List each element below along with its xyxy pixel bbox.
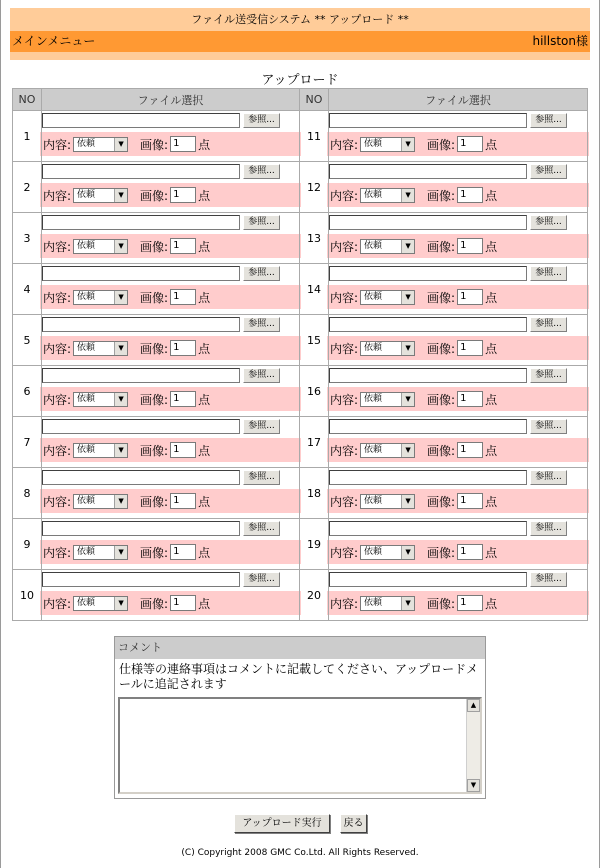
upload-table [12, 88, 588, 621]
file-path-input[interactable] [329, 368, 527, 383]
browse-button[interactable]: 参照... [530, 572, 567, 587]
upload-cell-right [329, 315, 588, 366]
content-select-value: 依頼 [77, 597, 96, 608]
chevron-down-icon[interactable]: ▼ [114, 597, 127, 610]
browse-button[interactable]: 参照... [243, 521, 280, 536]
upload-cell-left [42, 264, 300, 315]
file-detail-row [327, 489, 589, 513]
file-select-line [329, 265, 587, 282]
unit-label: 点 [198, 443, 211, 458]
unit-label: 点 [485, 239, 498, 254]
content-label: 内容: [43, 392, 72, 407]
file-detail-row [327, 591, 589, 615]
table-header-row [13, 89, 588, 111]
file-path-input[interactable] [42, 419, 240, 434]
table-row [13, 264, 588, 315]
chevron-down-icon[interactable]: ▼ [401, 393, 414, 406]
unit-label: 点 [198, 596, 211, 611]
file-select-line [42, 112, 299, 129]
content-label: 内容: [330, 596, 359, 611]
image-count-input[interactable]: 1 [457, 544, 483, 560]
image-count-input[interactable]: 1 [170, 289, 196, 305]
browse-button[interactable]: 参照... [530, 317, 567, 332]
comment-textarea[interactable] [118, 697, 482, 794]
header-no-left: NO [13, 89, 42, 111]
file-detail-row [327, 132, 589, 156]
comment-note: 仕様等の連絡事項はコメントに記載してください、アップロードメールに追記されます [119, 662, 479, 691]
content-select-value: 依頼 [77, 138, 96, 149]
file-select-line [329, 367, 587, 384]
system-title: ファイル送受信システム ** アップロード ** [191, 13, 409, 26]
file-detail-row [327, 540, 589, 564]
browse-button[interactable]: 参照... [243, 215, 280, 230]
content-select[interactable] [73, 290, 128, 305]
image-label: 画像: [427, 137, 456, 152]
upload-cell-left [42, 468, 300, 519]
menu-underline [10, 52, 590, 60]
upload-cell-right [329, 417, 588, 468]
file-select-line [329, 418, 587, 435]
upload-cell-right [329, 264, 588, 315]
upload-cell-right [329, 366, 588, 417]
unit-label: 点 [198, 239, 211, 254]
unit-label: 点 [485, 494, 498, 509]
content-select-value: 依頼 [77, 189, 96, 200]
file-select-line [329, 571, 587, 588]
upload-submit-button[interactable]: アップロード実行 [234, 814, 330, 833]
content-select-value: 依頼 [77, 342, 96, 353]
file-select-line [329, 520, 587, 537]
content-label: 内容: [330, 188, 359, 203]
content-label: 内容: [330, 341, 359, 356]
content-select-value: 依頼 [364, 597, 383, 608]
header-file-left: ファイル選択 [42, 89, 300, 111]
file-detail-row [327, 438, 589, 462]
unit-label: 点 [485, 188, 498, 203]
upload-cell-left [42, 519, 300, 570]
content-select[interactable] [73, 494, 128, 509]
file-path-input[interactable] [329, 419, 527, 434]
content-label: 内容: [330, 545, 359, 560]
content-select[interactable] [73, 545, 128, 560]
row-number-left: 1 [13, 111, 42, 162]
image-label: 画像: [427, 239, 456, 254]
system-title-bar [10, 8, 590, 31]
chevron-down-icon[interactable]: ▼ [114, 189, 127, 202]
content-label: 内容: [43, 239, 72, 254]
content-select[interactable] [73, 443, 128, 458]
upload-cell-left [42, 111, 300, 162]
content-select-value: 依頼 [77, 546, 96, 557]
file-select-line [42, 367, 299, 384]
content-label: 内容: [43, 341, 72, 356]
content-select[interactable] [360, 596, 415, 611]
file-path-input[interactable] [42, 572, 240, 587]
content-select-value: 依頼 [364, 138, 383, 149]
content-label: 内容: [43, 545, 72, 560]
file-select-line [329, 469, 587, 486]
content-select[interactable] [360, 443, 415, 458]
table-row [13, 213, 588, 264]
unit-label: 点 [198, 290, 211, 305]
unit-label: 点 [485, 392, 498, 407]
row-number-left: 9 [13, 519, 42, 570]
file-select-line [42, 316, 299, 333]
row-number-right: 14 [300, 264, 329, 315]
row-number-right: 11 [300, 111, 329, 162]
browse-button[interactable]: 参照... [530, 419, 567, 434]
upload-cell-right [329, 570, 588, 621]
content-select-value: 依頼 [77, 393, 96, 404]
file-detail-row [40, 132, 301, 156]
image-count-input[interactable]: 1 [170, 493, 196, 509]
content-select-value: 依頼 [364, 342, 383, 353]
image-label: 画像: [427, 341, 456, 356]
image-count-input[interactable]: 1 [170, 187, 196, 203]
header-file-right: ファイル選択 [329, 89, 588, 111]
image-label: 画像: [140, 239, 169, 254]
row-number-left: 10 [13, 570, 42, 621]
file-path-input[interactable] [329, 164, 527, 179]
browse-button[interactable]: 参照... [530, 266, 567, 281]
content-select[interactable] [360, 137, 415, 152]
image-label: 画像: [140, 341, 169, 356]
content-label: 内容: [43, 443, 72, 458]
file-detail-row [327, 234, 589, 258]
browse-button[interactable]: 参照... [530, 521, 567, 536]
content-select[interactable] [360, 545, 415, 560]
file-select-line [329, 112, 587, 129]
file-path-input[interactable] [329, 266, 527, 281]
content-label: 内容: [330, 494, 359, 509]
browse-button[interactable]: 参照... [530, 215, 567, 230]
unit-label: 点 [198, 392, 211, 407]
content-select-value: 依頼 [364, 189, 383, 200]
file-path-input[interactable] [42, 521, 240, 536]
content-select-value: 依頼 [364, 546, 383, 557]
browse-button[interactable]: 参照... [243, 317, 280, 332]
image-label: 画像: [427, 188, 456, 203]
image-count-input[interactable]: 1 [170, 442, 196, 458]
row-number-left: 8 [13, 468, 42, 519]
browse-button[interactable]: 参照... [243, 164, 280, 179]
file-select-line [42, 214, 299, 231]
content-label: 内容: [43, 290, 72, 305]
content-label: 内容: [43, 188, 72, 203]
content-label: 内容: [330, 239, 359, 254]
image-count-input[interactable]: 1 [170, 544, 196, 560]
content-select[interactable] [360, 188, 415, 203]
image-label: 画像: [427, 392, 456, 407]
image-count-input[interactable]: 1 [457, 187, 483, 203]
file-select-line [329, 214, 587, 231]
file-select-line [42, 520, 299, 537]
row-number-right: 12 [300, 162, 329, 213]
file-detail-row [40, 234, 301, 258]
file-select-line [42, 418, 299, 435]
unit-label: 点 [485, 545, 498, 560]
content-select-value: 依頼 [77, 495, 96, 506]
chevron-down-icon[interactable]: ▼ [401, 240, 414, 253]
file-path-input[interactable] [42, 164, 240, 179]
unit-label: 点 [198, 188, 211, 203]
image-label: 画像: [427, 290, 456, 305]
image-count-input[interactable]: 1 [457, 136, 483, 152]
page-title: アップロード [261, 73, 339, 88]
table-row [13, 417, 588, 468]
file-path-input[interactable] [329, 215, 527, 230]
content-select[interactable] [360, 341, 415, 356]
upload-cell-right [329, 213, 588, 264]
image-label: 画像: [427, 494, 456, 509]
image-label: 画像: [140, 392, 169, 407]
image-count-input[interactable]: 1 [457, 238, 483, 254]
file-detail-row [40, 591, 301, 615]
file-path-input[interactable] [42, 113, 240, 128]
row-number-right: 17 [300, 417, 329, 468]
menu-bar [10, 31, 590, 52]
image-label: 画像: [140, 443, 169, 458]
back-button[interactable]: 戻る [340, 814, 367, 833]
file-path-input[interactable] [329, 521, 527, 536]
content-select[interactable] [73, 341, 128, 356]
header-no-right: NO [300, 89, 329, 111]
file-detail-row [327, 336, 589, 360]
table-row [13, 162, 588, 213]
unit-label: 点 [485, 596, 498, 611]
row-number-left: 6 [13, 366, 42, 417]
file-detail-row [40, 489, 301, 513]
file-path-input[interactable] [42, 470, 240, 485]
content-select-value: 依頼 [77, 444, 96, 455]
browse-button[interactable]: 参照... [243, 368, 280, 383]
image-count-input[interactable]: 1 [457, 493, 483, 509]
table-row [13, 570, 588, 621]
unit-label: 点 [485, 443, 498, 458]
upload-cell-left [42, 315, 300, 366]
image-label: 画像: [140, 137, 169, 152]
file-select-line [42, 163, 299, 180]
content-select[interactable] [73, 137, 128, 152]
file-detail-row [40, 387, 301, 411]
content-select[interactable] [73, 596, 128, 611]
content-select-value: 依頼 [364, 495, 383, 506]
chevron-down-icon[interactable]: ▼ [114, 291, 127, 304]
row-number-right: 15 [300, 315, 329, 366]
file-select-line [329, 316, 587, 333]
upload-cell-left [42, 366, 300, 417]
content-select-value: 依頼 [364, 393, 383, 404]
file-detail-row [327, 285, 589, 309]
user-name: hillston様 [532, 34, 588, 48]
file-detail-row [40, 438, 301, 462]
file-detail-row [327, 183, 589, 207]
row-number-left: 7 [13, 417, 42, 468]
row-number-right: 20 [300, 570, 329, 621]
chevron-down-icon[interactable]: ▼ [401, 495, 414, 508]
chevron-down-icon[interactable]: ▼ [401, 597, 414, 610]
image-count-input[interactable]: 1 [170, 391, 196, 407]
unit-label: 点 [198, 341, 211, 356]
comment-scrollbar[interactable] [466, 699, 480, 792]
content-select[interactable] [73, 239, 128, 254]
image-count-input[interactable]: 1 [457, 289, 483, 305]
row-number-right: 16 [300, 366, 329, 417]
row-number-left: 4 [13, 264, 42, 315]
main-menu-link[interactable]: メインメニュー [12, 34, 96, 48]
file-select-line [42, 571, 299, 588]
content-label: 内容: [330, 137, 359, 152]
unit-label: 点 [198, 545, 211, 560]
content-select[interactable] [360, 290, 415, 305]
browse-button[interactable]: 参照... [243, 572, 280, 587]
image-count-input[interactable]: 1 [170, 595, 196, 611]
unit-label: 点 [198, 137, 211, 152]
image-count-input[interactable]: 1 [457, 340, 483, 356]
content-label: 内容: [330, 443, 359, 458]
file-path-input[interactable] [329, 317, 527, 332]
image-count-input[interactable]: 1 [170, 340, 196, 356]
image-label: 画像: [140, 596, 169, 611]
chevron-down-icon[interactable]: ▼ [114, 495, 127, 508]
image-count-input[interactable]: 1 [170, 238, 196, 254]
upload-cell-right [329, 468, 588, 519]
content-select[interactable] [73, 392, 128, 407]
content-label: 内容: [43, 137, 72, 152]
table-row [13, 366, 588, 417]
file-detail-row [40, 540, 301, 564]
chevron-down-icon[interactable]: ▼ [401, 546, 414, 559]
file-path-input[interactable] [42, 317, 240, 332]
chevron-down-icon[interactable]: ▼ [401, 444, 414, 457]
file-detail-row [40, 336, 301, 360]
copyright: (C) Copyright 2008 GMC Co.Ltd. All Rights Reserved. [181, 848, 419, 858]
upload-cell-left [42, 162, 300, 213]
image-label: 画像: [427, 596, 456, 611]
row-number-left: 2 [13, 162, 42, 213]
table-row [13, 519, 588, 570]
image-count-input[interactable]: 1 [457, 391, 483, 407]
comment-panel [114, 636, 486, 799]
browse-button[interactable]: 参照... [530, 164, 567, 179]
file-path-input[interactable] [329, 470, 527, 485]
image-label: 画像: [140, 494, 169, 509]
file-select-line [42, 265, 299, 282]
chevron-down-icon[interactable]: ▼ [114, 393, 127, 406]
upload-cell-right [329, 519, 588, 570]
chevron-down-icon[interactable]: ▼ [114, 444, 127, 457]
upload-cell-right [329, 162, 588, 213]
content-select-value: 依頼 [364, 444, 383, 455]
upload-cell-left [42, 213, 300, 264]
content-select-value: 依頼 [77, 291, 96, 302]
content-label: 内容: [330, 290, 359, 305]
image-count-input[interactable]: 1 [170, 136, 196, 152]
image-count-input[interactable]: 1 [457, 595, 483, 611]
file-path-input[interactable] [42, 368, 240, 383]
image-label: 画像: [427, 443, 456, 458]
row-number-left: 5 [13, 315, 42, 366]
content-select[interactable] [360, 239, 415, 254]
file-select-line [42, 469, 299, 486]
unit-label: 点 [485, 290, 498, 305]
browse-button[interactable]: 参照... [243, 470, 280, 485]
unit-label: 点 [485, 137, 498, 152]
image-label: 画像: [140, 188, 169, 203]
table-row [13, 468, 588, 519]
unit-label: 点 [485, 341, 498, 356]
file-path-input[interactable] [329, 572, 527, 587]
image-label: 画像: [140, 545, 169, 560]
content-select[interactable] [73, 188, 128, 203]
unit-label: 点 [198, 494, 211, 509]
chevron-down-icon[interactable]: ▼ [401, 138, 414, 151]
content-select-value: 依頼 [364, 291, 383, 302]
chevron-down-icon[interactable]: ▼ [114, 138, 127, 151]
row-number-right: 13 [300, 213, 329, 264]
table-row [13, 111, 588, 162]
browse-button[interactable]: 参照... [243, 419, 280, 434]
content-label: 内容: [330, 392, 359, 407]
browse-button[interactable]: 参照... [530, 113, 567, 128]
image-label: 画像: [427, 545, 456, 560]
chevron-down-icon[interactable]: ▼ [401, 342, 414, 355]
chevron-down-icon[interactable]: ▼ [401, 189, 414, 202]
file-path-input[interactable] [42, 215, 240, 230]
content-select-value: 依頼 [364, 240, 383, 251]
chevron-down-icon[interactable]: ▼ [114, 240, 127, 253]
image-count-input[interactable]: 1 [457, 442, 483, 458]
scroll-down-icon[interactable]: ▼ [467, 779, 480, 792]
file-detail-row [40, 183, 301, 207]
table-row [13, 315, 588, 366]
upload-cell-right [329, 111, 588, 162]
chevron-down-icon[interactable]: ▼ [114, 546, 127, 559]
row-number-right: 19 [300, 519, 329, 570]
chevron-down-icon[interactable]: ▼ [114, 342, 127, 355]
file-detail-row [40, 285, 301, 309]
content-label: 内容: [43, 596, 72, 611]
content-select-value: 依頼 [77, 240, 96, 251]
row-number-left: 3 [13, 213, 42, 264]
content-label: 内容: [43, 494, 72, 509]
file-detail-row [327, 387, 589, 411]
file-path-input[interactable] [42, 266, 240, 281]
browse-button[interactable]: 参照... [530, 368, 567, 383]
content-select[interactable] [360, 494, 415, 509]
content-select[interactable] [360, 392, 415, 407]
scroll-up-icon[interactable]: ▲ [467, 699, 480, 712]
file-path-input[interactable] [329, 113, 527, 128]
upload-cell-left [42, 417, 300, 468]
row-number-right: 18 [300, 468, 329, 519]
file-select-line [329, 163, 587, 180]
upload-cell-left [42, 570, 300, 621]
browse-button[interactable]: 参照... [243, 113, 280, 128]
comment-header: コメント [115, 637, 485, 659]
browse-button[interactable]: 参照... [243, 266, 280, 281]
chevron-down-icon[interactable]: ▼ [401, 291, 414, 304]
browse-button[interactable]: 参照... [530, 470, 567, 485]
image-label: 画像: [140, 290, 169, 305]
